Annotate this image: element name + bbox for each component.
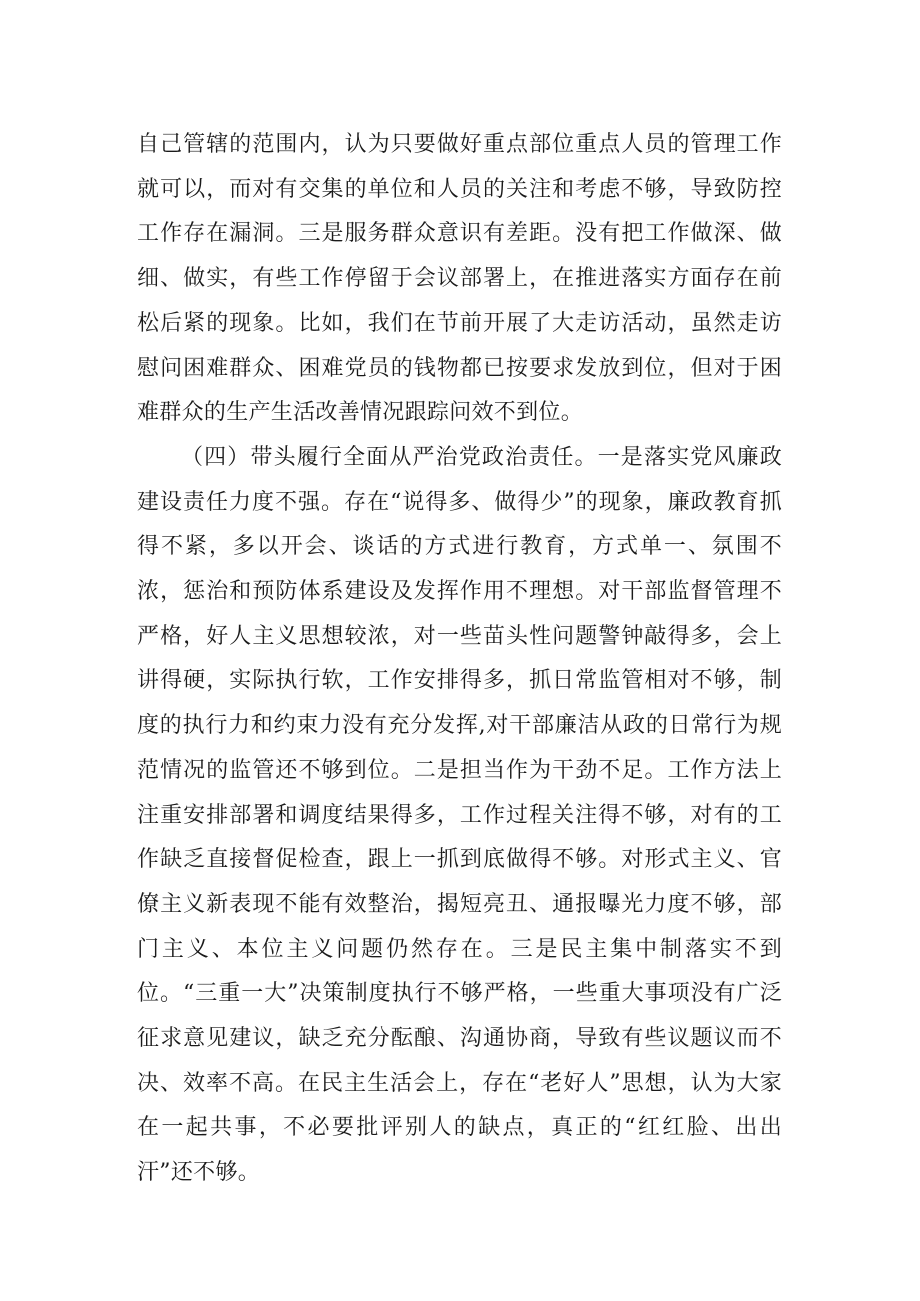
paragraph-continuation: 自己管辖的范围内，认为只要做好重点部位重点人员的管理工作就可以，而对有交集的单位和人员的关注和考虑不够，导致防控工作存在漏洞。三是服务群众意识有差距。没有把工作做深、做细、做实，有些工作停留于会议部署上，在推进落实方面存在前松后紧的现象。比如，我们在节前开展了大走访活动，虽然走访慰问困难群众、困难党员的钱物都已按要求发放到位，但对于困难群众的生产生活改善情况跟踪问效不到位。 — [137, 132, 782, 426]
paragraph-section-four: （四）带头履行全面从严治党政治责任。一是落实党风廉政建设责任力度不强。存在“说得多、做得少”的现象，廉政教育抓得不紧，多以开会、谈话的方式进行教育，方式单一、氛围不浓，惩治和预防体系建设及发挥作用不理想。对干部监督管理不严格，好人主义思想较浓，对一些苗头性问题警钟敲得多，会上讲得硬，实际执行软，工作安排得多，抓日常监管相对不够，制度的执行力和约束力没有充分发挥,对干部廉洁从政的日常行为规范情况的监管还不够到位。二是担当作为干劲不足。工作方法上注重安排部署和调度结果得多，工作过程关注得不够，对有的工作缺乏直接督促检查，跟上一抓到底做得不够。对形式主义、官僚主义新表现不能有效整治，揭短亮丑、通报曝光力度不够，部门主义、本位主义问题仍然存在。三是民主集中制落实不到位。“三重一大”决策制度执行不够严格，一些重大事项没有广泛征求意见建议，缺乏充分酝酿、沟通协商，导致有些议题议而不决、效率不高。在民主生活会上，存在“老好人”思想，认为大家在一起共事，不必要批评别人的缺点，真正的“红红脸、出出汗”还不够。 — [137, 444, 782, 1186]
document-body — [137, 123, 782, 1196]
